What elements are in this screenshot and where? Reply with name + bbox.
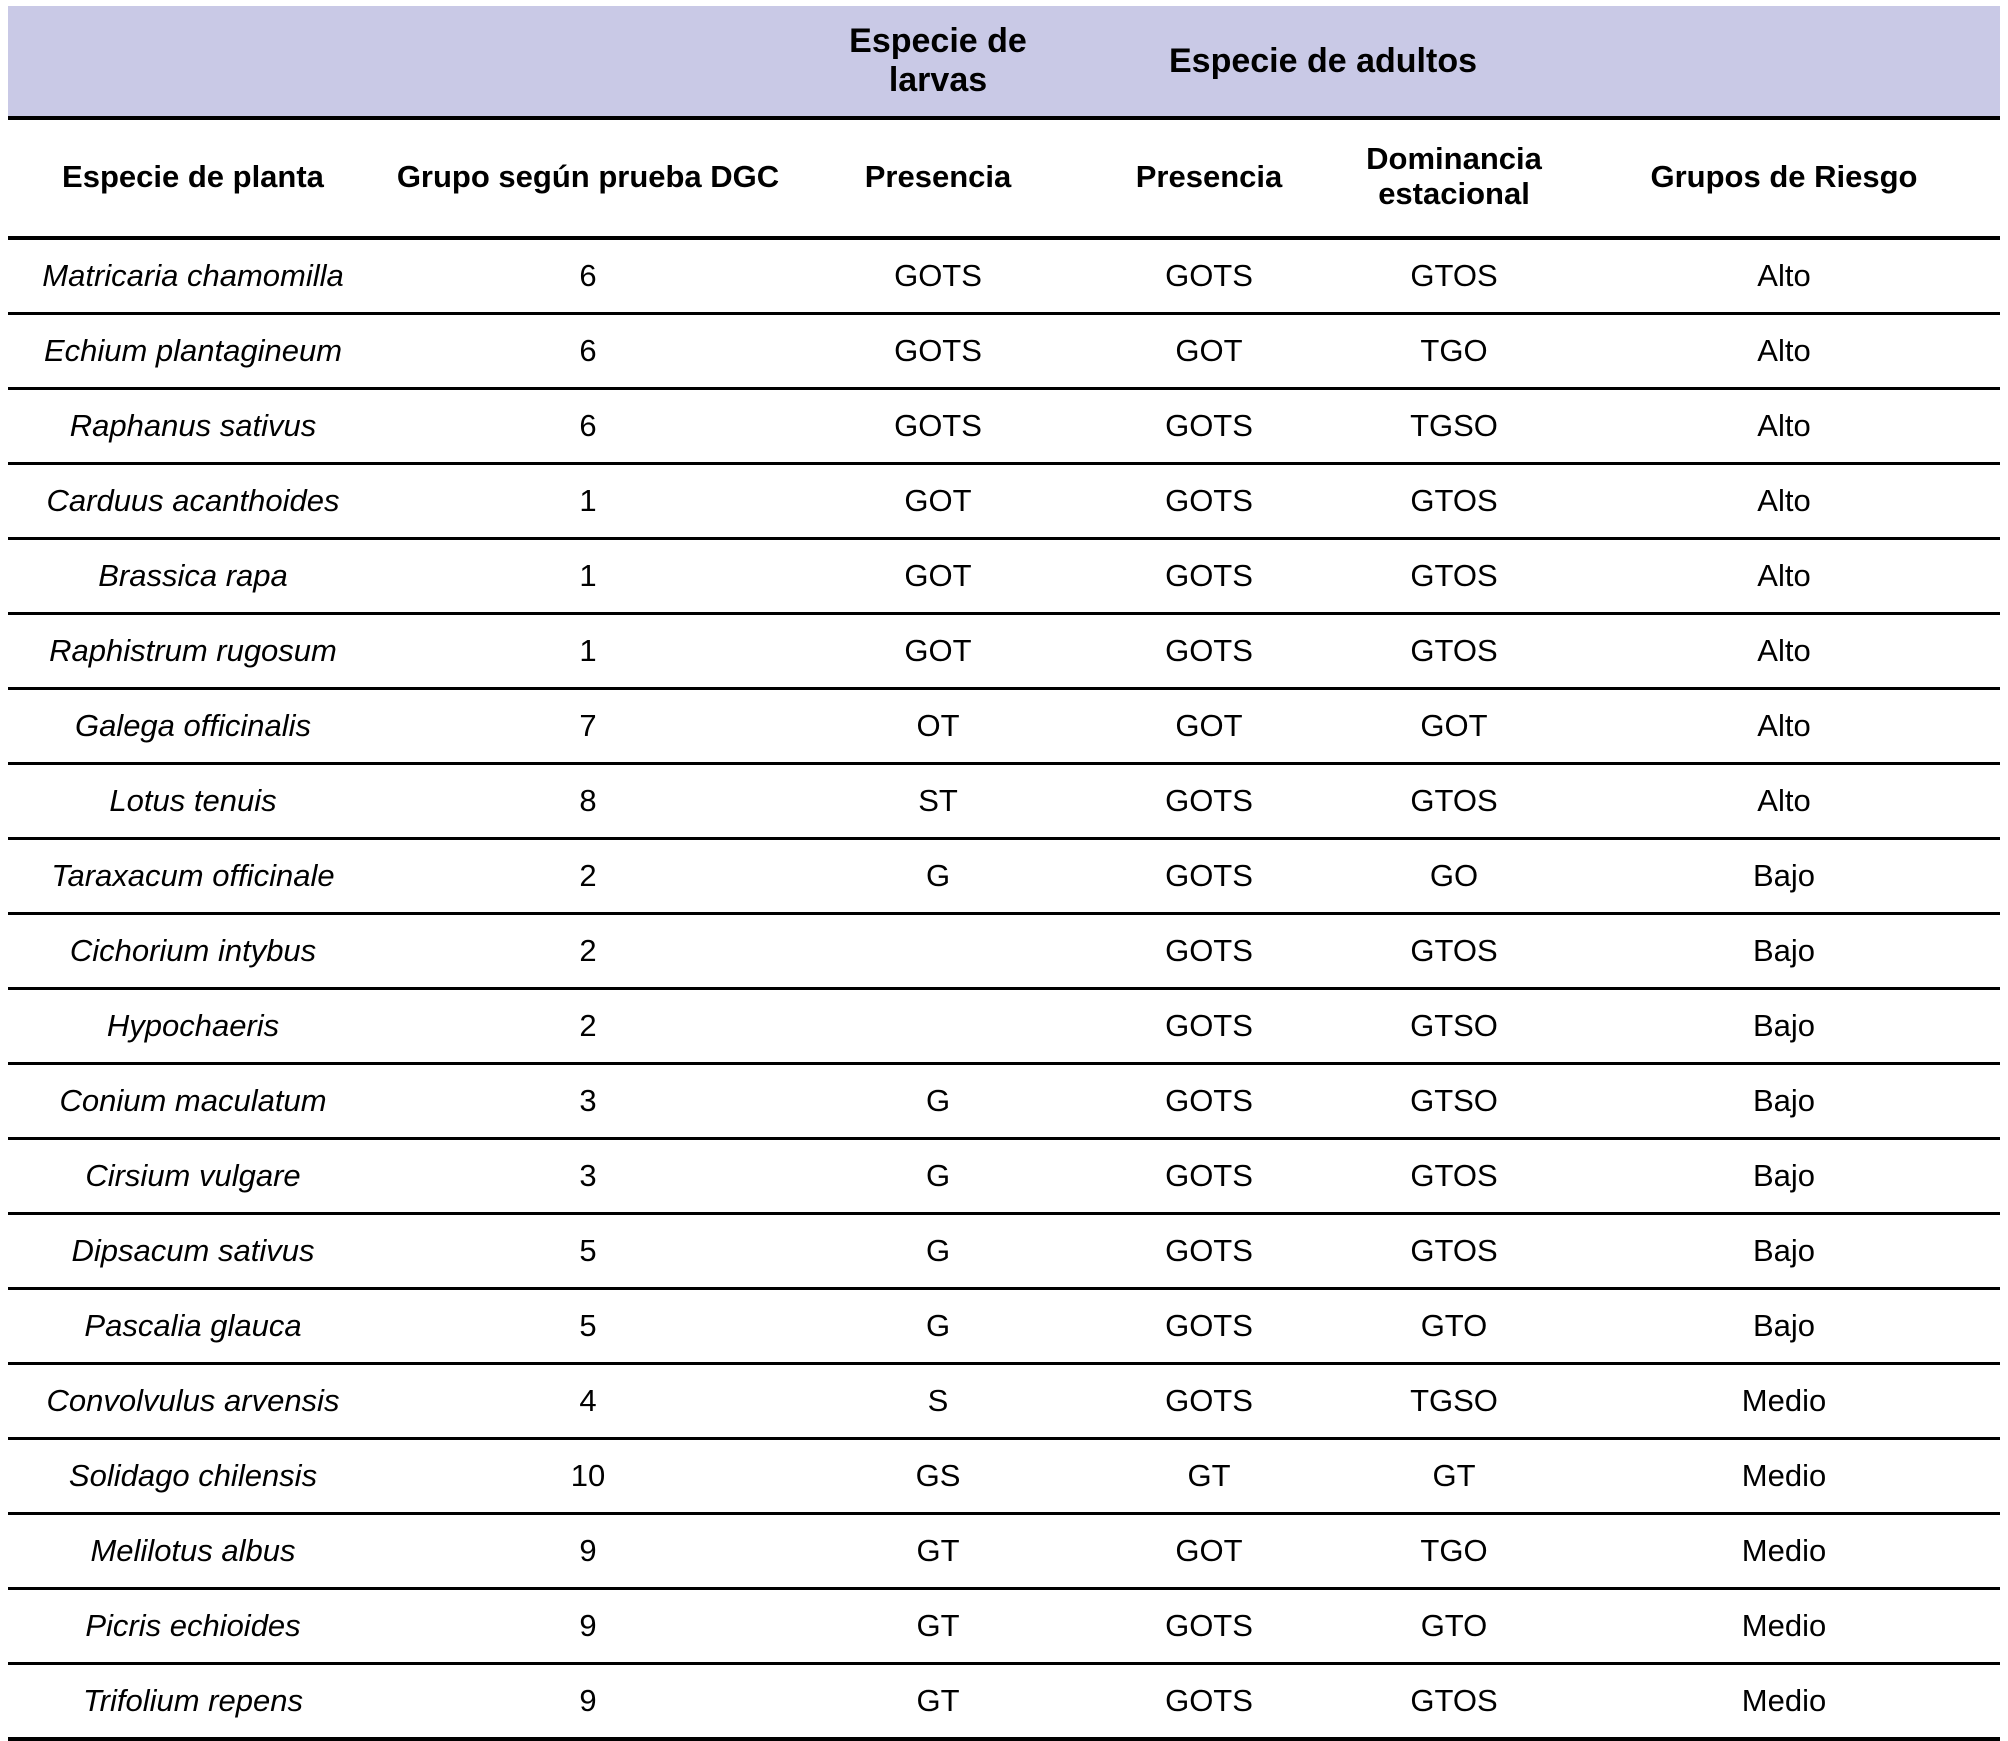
cell-grupo-riesgo: Alto [1568,464,2000,539]
table-row [8,1364,2000,1439]
column-header-especie-planta: Especie de planta [8,118,378,238]
cell-dominancia-estacional: GTOS [1340,238,1568,314]
cell-adultos-presencia: GOT [1078,314,1340,389]
cell-dominancia-estacional: TGO [1340,1514,1568,1589]
cell-dominancia-estacional: GOT [1340,689,1568,764]
cell-especie-planta: Brassica rapa [8,539,378,614]
cell-grupo-riesgo: Alto [1568,689,2000,764]
group-header-adultos: Especie de adultos [1078,6,1568,118]
table-head [8,6,2000,238]
cell-larvas-presencia: GT [798,1514,1078,1589]
cell-larvas-presencia: GS [798,1439,1078,1514]
cell-especie-planta: Cirsium vulgare [8,1139,378,1214]
cell-grupo-dgc: 7 [378,689,798,764]
cell-grupo-riesgo: Bajo [1568,1064,2000,1139]
cell-especie-planta: Solidago chilensis [8,1439,378,1514]
cell-larvas-presencia: G [798,1289,1078,1364]
table-row [8,464,2000,539]
cell-grupo-riesgo: Bajo [1568,989,2000,1064]
column-header-dominancia-estacional: Dominancia estacional [1340,118,1568,238]
column-header-grupo-dgc: Grupo según prueba DGC [378,118,798,238]
cell-grupo-dgc: 2 [378,989,798,1064]
group-header-blank-left [8,6,798,118]
cell-dominancia-estacional: GTO [1340,1289,1568,1364]
cell-especie-planta: Matricaria chamomilla [8,238,378,314]
cell-especie-planta: Raphistrum rugosum [8,614,378,689]
cell-adultos-presencia: GOTS [1078,464,1340,539]
table-group-header-row [8,6,2000,118]
cell-especie-planta: Hypochaeris [8,989,378,1064]
cell-especie-planta: Cichorium intybus [8,914,378,989]
cell-adultos-presencia: GOTS [1078,389,1340,464]
table-row [8,1064,2000,1139]
cell-especie-planta: Picris echioides [8,1589,378,1664]
cell-larvas-presencia [798,989,1078,1064]
species-risk-table [8,6,2000,1741]
table-row [8,614,2000,689]
cell-grupo-riesgo: Alto [1568,764,2000,839]
cell-larvas-presencia: G [798,1064,1078,1139]
column-header-larvas-presencia: Presencia [798,118,1078,238]
cell-larvas-presencia: GOTS [798,389,1078,464]
group-header-larvas: Especie de larvas [798,6,1078,118]
cell-larvas-presencia: G [798,1139,1078,1214]
table-row [8,1289,2000,1364]
cell-especie-planta: Convolvulus arvensis [8,1364,378,1439]
cell-grupo-riesgo: Medio [1568,1439,2000,1514]
cell-grupo-riesgo: Bajo [1568,1139,2000,1214]
cell-especie-planta: Raphanus sativus [8,389,378,464]
cell-larvas-presencia [798,914,1078,989]
table-row [8,989,2000,1064]
cell-adultos-presencia: GOTS [1078,238,1340,314]
table-row [8,1139,2000,1214]
cell-especie-planta: Pascalia glauca [8,1289,378,1364]
cell-grupo-riesgo: Alto [1568,238,2000,314]
cell-adultos-presencia: GOT [1078,689,1340,764]
cell-dominancia-estacional: TGO [1340,314,1568,389]
cell-adultos-presencia: GOTS [1078,1064,1340,1139]
cell-grupo-riesgo: Medio [1568,1514,2000,1589]
cell-adultos-presencia: GT [1078,1439,1340,1514]
cell-grupo-dgc: 1 [378,539,798,614]
cell-grupo-dgc: 6 [378,389,798,464]
cell-grupo-riesgo: Medio [1568,1664,2000,1740]
cell-larvas-presencia: GOT [798,539,1078,614]
table-row [8,1664,2000,1740]
cell-grupo-dgc: 3 [378,1064,798,1139]
cell-grupo-dgc: 2 [378,839,798,914]
cell-grupo-riesgo: Alto [1568,389,2000,464]
table-body [8,238,2000,1739]
cell-grupo-dgc: 1 [378,614,798,689]
cell-dominancia-estacional: GTOS [1340,914,1568,989]
cell-grupo-dgc: 5 [378,1214,798,1289]
cell-dominancia-estacional: GTOS [1340,539,1568,614]
cell-grupo-riesgo: Bajo [1568,1289,2000,1364]
table-sheet [0,6,2008,1718]
cell-especie-planta: Dipsacum sativus [8,1214,378,1289]
table-row [8,389,2000,464]
table-row [8,1514,2000,1589]
table-row [8,689,2000,764]
cell-grupo-riesgo: Medio [1568,1364,2000,1439]
cell-grupo-dgc: 5 [378,1289,798,1364]
table-row [8,238,2000,314]
cell-grupo-dgc: 8 [378,764,798,839]
cell-dominancia-estacional: GTOS [1340,764,1568,839]
table-row [8,539,2000,614]
cell-dominancia-estacional: GTOS [1340,1214,1568,1289]
cell-grupo-dgc: 6 [378,238,798,314]
cell-grupo-dgc: 6 [378,314,798,389]
table-row [8,764,2000,839]
cell-grupo-riesgo: Bajo [1568,839,2000,914]
cell-especie-planta: Taraxacum officinale [8,839,378,914]
cell-grupo-dgc: 9 [378,1514,798,1589]
column-header-grupos-riesgo: Grupos de Riesgo [1568,118,2000,238]
cell-larvas-presencia: G [798,1214,1078,1289]
cell-grupo-riesgo: Medio [1568,1589,2000,1664]
group-header-blank-right [1568,6,2000,118]
cell-larvas-presencia: GOT [798,464,1078,539]
cell-grupo-riesgo: Alto [1568,314,2000,389]
cell-dominancia-estacional: TGSO [1340,1364,1568,1439]
cell-grupo-riesgo: Bajo [1568,1214,2000,1289]
cell-adultos-presencia: GOTS [1078,1214,1340,1289]
cell-dominancia-estacional: GTO [1340,1589,1568,1664]
cell-dominancia-estacional: GO [1340,839,1568,914]
cell-grupo-dgc: 9 [378,1664,798,1740]
cell-grupo-dgc: 9 [378,1589,798,1664]
cell-dominancia-estacional: GT [1340,1439,1568,1514]
cell-grupo-riesgo: Bajo [1568,914,2000,989]
cell-grupo-dgc: 2 [378,914,798,989]
cell-grupo-dgc: 1 [378,464,798,539]
cell-grupo-dgc: 4 [378,1364,798,1439]
cell-especie-planta: Trifolium repens [8,1664,378,1740]
cell-adultos-presencia: GOTS [1078,1364,1340,1439]
cell-larvas-presencia: OT [798,689,1078,764]
cell-larvas-presencia: GOTS [798,314,1078,389]
cell-dominancia-estacional: GTOS [1340,614,1568,689]
cell-especie-planta: Echium plantagineum [8,314,378,389]
cell-grupo-dgc: 3 [378,1139,798,1214]
cell-grupo-riesgo: Alto [1568,614,2000,689]
cell-adultos-presencia: GOTS [1078,989,1340,1064]
cell-adultos-presencia: GOTS [1078,1589,1340,1664]
cell-adultos-presencia: GOTS [1078,539,1340,614]
cell-dominancia-estacional: GTSO [1340,1064,1568,1139]
cell-dominancia-estacional: GTSO [1340,989,1568,1064]
cell-dominancia-estacional: TGSO [1340,389,1568,464]
table-row [8,839,2000,914]
cell-especie-planta: Carduus acanthoides [8,464,378,539]
cell-especie-planta: Galega officinalis [8,689,378,764]
cell-larvas-presencia: G [798,839,1078,914]
cell-adultos-presencia: GOTS [1078,1139,1340,1214]
cell-adultos-presencia: GOTS [1078,1289,1340,1364]
cell-adultos-presencia: GOTS [1078,764,1340,839]
column-header-adultos-presencia: Presencia [1078,118,1340,238]
cell-dominancia-estacional: GTOS [1340,1664,1568,1740]
cell-dominancia-estacional: GTOS [1340,1139,1568,1214]
cell-larvas-presencia: ST [798,764,1078,839]
table-row [8,1214,2000,1289]
cell-dominancia-estacional: GTOS [1340,464,1568,539]
cell-larvas-presencia: GT [798,1589,1078,1664]
table-row [8,1589,2000,1664]
cell-adultos-presencia: GOTS [1078,839,1340,914]
cell-adultos-presencia: GOT [1078,1514,1340,1589]
table-column-header-row [8,118,2000,238]
cell-adultos-presencia: GOTS [1078,914,1340,989]
cell-larvas-presencia: GT [798,1664,1078,1740]
cell-adultos-presencia: GOTS [1078,1664,1340,1740]
cell-grupo-riesgo: Alto [1568,539,2000,614]
table-row [8,914,2000,989]
cell-especie-planta: Conium maculatum [8,1064,378,1139]
table-row [8,314,2000,389]
cell-especie-planta: Melilotus albus [8,1514,378,1589]
cell-larvas-presencia: GOTS [798,238,1078,314]
table-row [8,1439,2000,1514]
cell-larvas-presencia: GOT [798,614,1078,689]
cell-especie-planta: Lotus tenuis [8,764,378,839]
cell-larvas-presencia: S [798,1364,1078,1439]
cell-adultos-presencia: GOTS [1078,614,1340,689]
cell-grupo-dgc: 10 [378,1439,798,1514]
